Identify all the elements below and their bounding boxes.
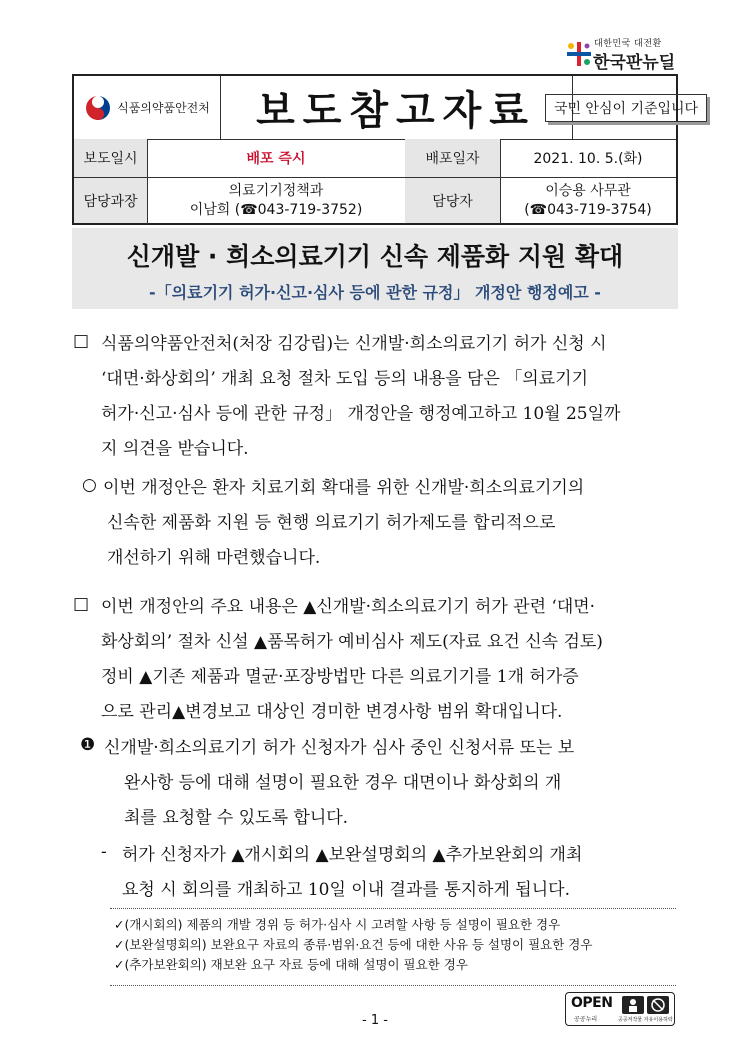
p4-line: 신개발·희소의료기기 허가 신청자가 심사 중인 신청서류 또는 보 [104,738,575,758]
p3-line: 으로 관리▲변경보고 대상인 경미한 변경사항 범위 확대입니다. [101,702,563,722]
p2-line: 개선하기 위해 마련했습니다. [107,548,321,568]
p3-line: 이번 개정안의 주요 내용은 ▲신개발·희소의료기기 허가 관련 ‘대면· [101,597,596,617]
release-time-value: 배포 즉시 [246,151,306,167]
paragraph-3 [101,590,679,730]
p1-line: 허가·신고·심사 등에 관한 규정」 개정안을 행정예고하고 10월 25일까 [101,404,621,424]
contact-phone: (☎043-719-3754) [524,201,652,218]
logo-subtitle: 대한민국 대전환 [594,39,662,49]
attribution-icon [622,996,644,1014]
title-band [72,228,678,309]
taegeuk-icon [84,94,112,122]
header-title-row [74,76,699,140]
director-value [147,178,405,223]
slogan: 국민 안심이 기준입니다 [545,94,707,122]
sub-title: -「의료기기 허가·신고·심사 등에 관한 규정」 개정안 행정예고 - [149,283,601,302]
p5-line: 허가 신청자가 ▲개시회의 ▲보완설명회의 ▲추가보완회의 개최 [122,845,583,865]
p1-line: 지 의견을 받습니다. [101,439,249,459]
open-sub-caption: 공공저작물 자유이용허락 [618,1017,673,1023]
footnote-item: ✓(개시회의) 제품의 개발 경위 등 허가·심사 시 고려할 사항 등 설명이 필요한 경우 [114,917,561,932]
page-number: - 1 - [362,1013,388,1028]
paragraph-4 [104,731,678,836]
p2-bullet: ○ [82,475,97,495]
release-date-value: 2021. 10. 5.(화) [533,151,643,167]
p4-number: ❶ [80,735,96,755]
p3-line: 화상회의’ 절차 신설 ▲품목허가 예비심사 제도(자료 요건 신속 검토) [101,632,603,652]
korean-new-deal-logo [565,34,685,74]
open-caption: 공공누리 [574,1016,598,1023]
p2-line: 이번 개정안은 환자 치료기회 확대를 위한 신개발·희소의료기기의 [103,478,585,498]
director-dept: 의료기기정책과 [228,182,324,199]
p3-bullet: □ [73,594,90,614]
p4-line: 최를 요청할 수 있도록 합니다. [124,808,349,828]
p1-bullet: □ [73,331,90,351]
slogan-cell [553,76,699,139]
contact-label: 담당자 [405,178,500,223]
director-contact: 이남희 (☎043-719-3752) [189,201,363,218]
p1-line: ‘대면·화상회의’ 개최 요청 절차 도입 등의 내용을 담은 「의료기기 [101,369,588,389]
p5-line: 요청 시 회의를 개최하고 10일 이내 결과를 통지하게 됩니다. [122,880,570,900]
press-header-table [72,74,699,225]
footnote-item: ✓(보완설명회의) 보완요구 자료의 종류·범위·요건 등에 대한 사유 등 설명이 필요한 경우 [114,937,593,952]
doc-type-title: 보도참고자료 [256,88,536,134]
logo-title: 한국판뉴딜 [593,53,676,73]
new-deal-emblem-icon [565,40,593,68]
director-label: 담당과장 [74,178,147,223]
contact-name: 이승용 사무관 [545,182,631,199]
p5-dash: - [101,842,107,862]
contact-value [500,178,676,223]
p1-line: 식품의약품안전처(처장 김강립)는 신개발·희소의료기기 허가 신청 시 [101,334,607,354]
p4-line: 완사항 등에 대해 설명이 필요한 경우 대면이나 화상회의 개 [124,773,562,793]
footnote-list [114,915,592,975]
main-title: 신개발 · 희소의료기기 신속 제품화 지원 확대 [126,242,624,271]
org-name: 식품의약품안전처 [117,101,210,115]
paragraph-5 [122,838,678,908]
no-commercial-icon [647,996,669,1014]
release-date-label: 배포일자 [405,139,500,177]
open-label: OPEN [571,995,613,1011]
mfds-logo-cell [74,76,220,139]
p2-line: 신속한 제품화 지원 등 현행 의료기기 허가제도를 합리적으로 [107,513,556,533]
release-time-label: 보도일시 [74,139,147,177]
footnote-box [110,908,676,986]
footnote-item: ✓(추가보완회의) 재보완 요구 자료 등에 대해 설명이 필요한 경우 [114,957,468,972]
paragraph-1 [101,327,679,467]
p3-line: 정비 ▲기존 제품과 멸균·포장방법만 다른 의료기기를 1개 허가증 [101,667,579,687]
paragraph-2 [103,471,677,576]
